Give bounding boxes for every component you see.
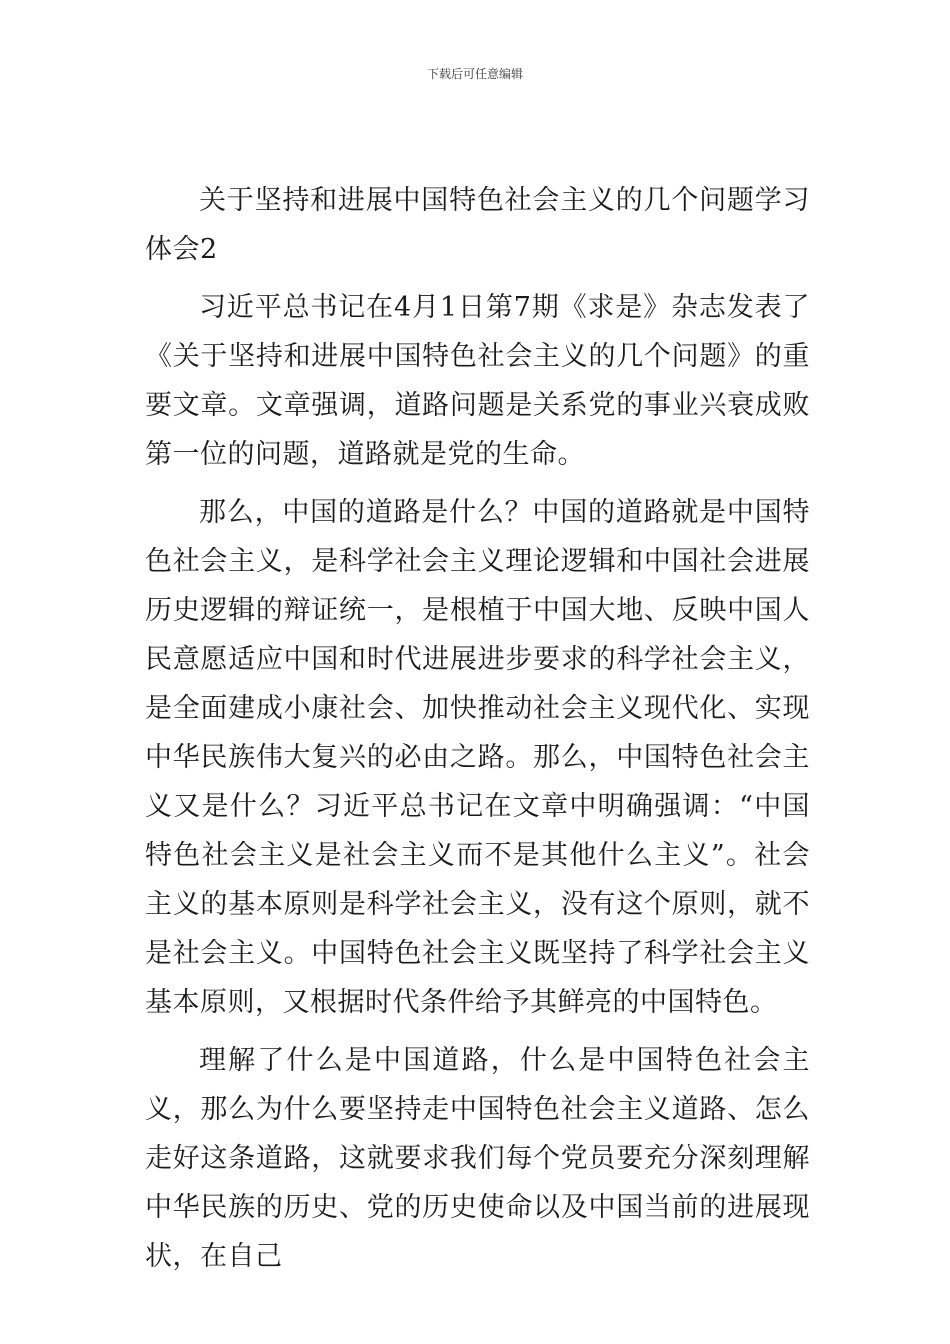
paragraph-3: 理解了什么是中国道路，什么是中国特色社会主义，那么为什么要坚持走中国特色社会主义道路、怎么走好这条道路，这就要求我们每个党员要充分深刻理解中华民族的历史、党的历史使命以及中国当前的进展现状，在自己 bbox=[145, 1045, 810, 1272]
paragraph-2: 那么，中国的道路是什么？中国的道路就是中国特色社会主义，是科学社会主义理论逻辑和中国社会进展历史逻辑的辩证统一，是根植于中国大地、反映中国人民意愿适应中国和时代进展进步要求的科学社会主义，是全面建成小康社会、加快推动社会主义现代化、实现中华民族伟大复兴的必由之路。那么，中国特色社会主义又是什么？习近平总书记在文章中明确强调：“中国特色社会主义是社会主义而不是其他什么主义”。社会主义的基本原则是科学社会主义，没有这个原则，就不是社会主义。中国特色社会主义既坚持了科学社会主义基本原则，又根据时代条件给予其鲜亮的中国特色。 bbox=[145, 497, 810, 1018]
paragraph-1: 习近平总书记在4月1日第7期《求是》杂志发表了《关于坚持和进展中国特色社会主义的几个问题》的重要文章。文章强调，道路问题是关系党的事业兴衰成败第一位的问题，道路就是党的生命。 bbox=[145, 292, 810, 470]
document-title: 关于坚持和进展中国特色社会主义的几个问题学习体会2 bbox=[145, 185, 810, 265]
header-note: 下载后可任意编辑 bbox=[426, 67, 523, 81]
document-body bbox=[145, 176, 810, 1281]
